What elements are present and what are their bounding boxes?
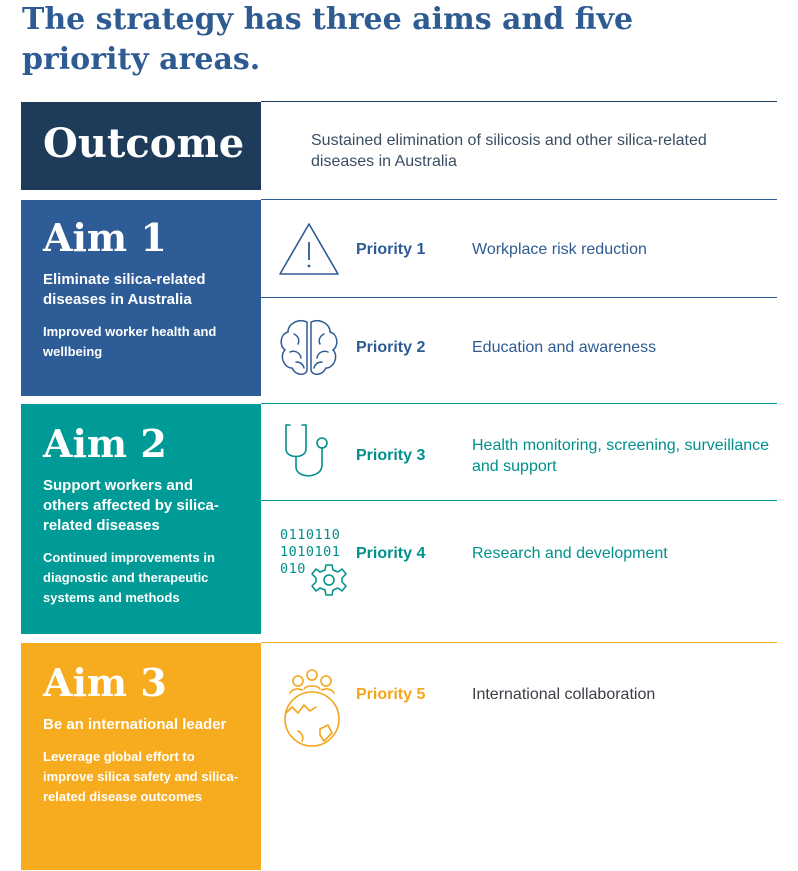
priority-4-label: Priority 4: [356, 545, 426, 562]
aim2-block: [21, 404, 261, 634]
aim1-heading: Aim 1: [43, 215, 167, 260]
outcome-block: [21, 102, 261, 190]
priority-2-desc: Education and awareness: [472, 339, 657, 356]
page-title: The strategy has three aims and five priority areas.: [22, 2, 634, 77]
binary-row-1: 0110110: [280, 527, 341, 543]
aim1-detail: Improved worker health and wellbeing: [43, 324, 217, 359]
priority-3-label: Priority 3: [356, 447, 426, 464]
priority-2-label: Priority 2: [356, 339, 426, 356]
binary-row-2: 1010101: [280, 544, 341, 560]
priority-1-desc: Workplace risk reduction: [472, 241, 647, 258]
priority-4-desc: Research and development: [472, 545, 668, 562]
binary-row-3: 010: [280, 561, 306, 577]
gear-icon: [311, 562, 347, 598]
aim3-detail: Leverage global effort to improve silica safety and silica-related disease outcomes: [43, 749, 239, 804]
aim1-top-rule: [261, 199, 777, 200]
aim2-top-rule: [261, 403, 777, 404]
outcome-heading: Outcome: [43, 120, 245, 167]
aim2-detail: Continued improvements in diagnostic and therapeutic systems and methods: [43, 550, 215, 605]
priority-3-desc: Health monitoring, screening, surveillance and support: [472, 437, 770, 475]
priority-3-4-divider: [261, 500, 777, 501]
brain-icon: [276, 314, 342, 380]
aim2-goal: Support workers and others affected by silica-related diseases: [43, 477, 219, 534]
warning-triangle-icon: [276, 218, 342, 284]
priority-1-2-divider: [261, 297, 777, 298]
outcome-top-rule: [261, 101, 777, 102]
aim2-heading: Aim 2: [43, 421, 167, 466]
aim1-goal: Eliminate silica-related diseases in Australia: [43, 271, 206, 308]
globe-people-icon: [276, 667, 348, 751]
priority-1-label: Priority 1: [356, 241, 426, 258]
aim3-goal: Be an international leader: [43, 716, 227, 733]
outcome-text: Sustained elimination of silicosis and other silica-related diseases in Australia: [311, 132, 707, 170]
aim3-block: [21, 643, 261, 870]
priority-5-label: Priority 5: [356, 686, 426, 703]
stethoscope-icon: [276, 419, 342, 485]
aim1-block: [21, 200, 261, 396]
aim3-heading: Aim 3: [43, 660, 167, 705]
aim3-top-rule: [261, 642, 777, 643]
priority-5-desc: International collaboration: [472, 686, 656, 703]
